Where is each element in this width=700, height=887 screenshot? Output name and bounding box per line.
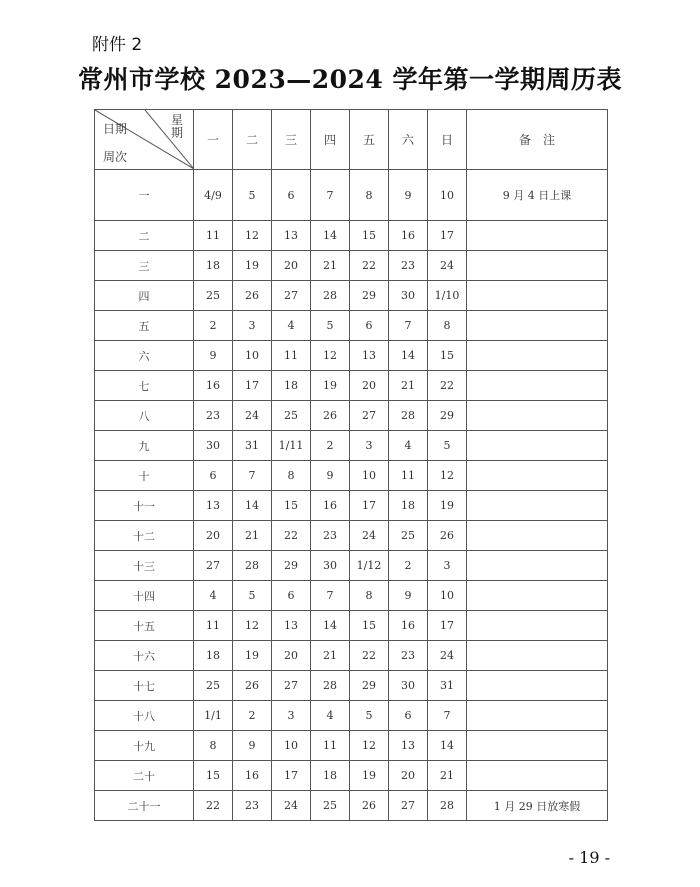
date-cell: 5: [233, 170, 272, 221]
date-cell: 13: [350, 341, 389, 371]
date-cell: 11: [194, 221, 233, 251]
date-cell: 20: [272, 641, 311, 671]
date-cell: 4: [389, 431, 428, 461]
date-cell: 24: [272, 791, 311, 821]
remark-cell: [467, 431, 608, 461]
date-cell: 5: [311, 311, 350, 341]
table-row: [95, 281, 608, 311]
date-cell: 19: [428, 491, 467, 521]
date-cell: 9: [389, 170, 428, 221]
remark-cell: [467, 581, 608, 611]
date-cell: 13: [272, 221, 311, 251]
week-number-cell: 四: [95, 281, 194, 311]
date-cell: 5: [233, 581, 272, 611]
date-cell: 16: [311, 491, 350, 521]
date-cell: 7: [311, 581, 350, 611]
date-cell: 23: [233, 791, 272, 821]
attachment-label: 附件 2: [92, 35, 143, 55]
week-number-cell: 七: [95, 371, 194, 401]
date-cell: 15: [194, 761, 233, 791]
date-cell: 27: [194, 551, 233, 581]
date-cell: 7: [233, 461, 272, 491]
date-cell: 25: [194, 281, 233, 311]
date-cell: 9: [233, 731, 272, 761]
table-row: [95, 611, 608, 641]
table-row: [95, 401, 608, 431]
date-cell: 17: [233, 371, 272, 401]
date-cell: 26: [311, 401, 350, 431]
week-calendar-table: [94, 109, 608, 821]
remark-cell: [467, 731, 608, 761]
date-cell: 13: [389, 731, 428, 761]
date-cell: 1/1: [194, 701, 233, 731]
date-cell: 29: [350, 281, 389, 311]
date-cell: 6: [194, 461, 233, 491]
date-cell: 3: [428, 551, 467, 581]
remark-cell: [467, 611, 608, 641]
date-cell: 5: [350, 701, 389, 731]
date-label: 日期: [103, 122, 128, 136]
table-row: [95, 251, 608, 281]
date-cell: 8: [272, 461, 311, 491]
date-cell: 18: [389, 491, 428, 521]
date-cell: 17: [272, 761, 311, 791]
date-cell: 16: [233, 761, 272, 791]
week-number-cell: 九: [95, 431, 194, 461]
date-cell: 19: [311, 371, 350, 401]
table-row: [95, 461, 608, 491]
date-cell: 14: [311, 611, 350, 641]
week-number-cell: 十一: [95, 491, 194, 521]
date-cell: 9: [389, 581, 428, 611]
week-number-cell: 八: [95, 401, 194, 431]
date-cell: 11: [311, 731, 350, 761]
date-cell: 14: [233, 491, 272, 521]
remark-cell: [467, 461, 608, 491]
date-cell: 4/9: [194, 170, 233, 221]
date-cell: 13: [272, 611, 311, 641]
date-cell: 10: [272, 731, 311, 761]
table-row: [95, 671, 608, 701]
remark-cell: [467, 701, 608, 731]
date-cell: 27: [272, 671, 311, 701]
date-cell: 22: [194, 791, 233, 821]
date-cell: 26: [233, 671, 272, 701]
date-cell: 29: [428, 401, 467, 431]
remark-cell: [467, 521, 608, 551]
date-cell: 6: [389, 701, 428, 731]
date-cell: 12: [350, 731, 389, 761]
date-cell: 7: [428, 701, 467, 731]
week-number-cell: 十四: [95, 581, 194, 611]
week-number-cell: 十三: [95, 551, 194, 581]
remark-cell: 1 月 29 日放寒假: [467, 791, 608, 821]
date-cell: 21: [428, 761, 467, 791]
date-cell: 8: [350, 170, 389, 221]
date-cell: 4: [311, 701, 350, 731]
date-cell: 12: [233, 611, 272, 641]
date-cell: 9: [311, 461, 350, 491]
remark-cell: [467, 671, 608, 701]
date-cell: 18: [194, 251, 233, 281]
date-cell: 17: [350, 491, 389, 521]
table-row: [95, 521, 608, 551]
date-cell: 14: [311, 221, 350, 251]
date-cell: 4: [272, 311, 311, 341]
remark-cell: [467, 251, 608, 281]
date-cell: 20: [389, 761, 428, 791]
date-cell: 26: [233, 281, 272, 311]
date-cell: 1/10: [428, 281, 467, 311]
date-cell: 22: [272, 521, 311, 551]
weekday-header: 四: [311, 110, 350, 170]
date-cell: 25: [272, 401, 311, 431]
page-title: 常州市学校 2023—2024 学年第一学期周历表: [77, 65, 623, 94]
date-cell: 25: [389, 521, 428, 551]
date-cell: 2: [389, 551, 428, 581]
week-number-cell: 六: [95, 341, 194, 371]
week-number-cell: 十: [95, 461, 194, 491]
date-cell: 3: [233, 311, 272, 341]
date-cell: 6: [272, 581, 311, 611]
date-cell: 19: [233, 251, 272, 281]
date-cell: 11: [272, 341, 311, 371]
table-row: [95, 371, 608, 401]
week-number-cell: 二十一: [95, 791, 194, 821]
remark-cell: [467, 371, 608, 401]
date-cell: 1/12: [350, 551, 389, 581]
remark-cell: 9 月 4 日上课: [467, 170, 608, 221]
corner-header-cell: [95, 110, 194, 170]
date-cell: 10: [233, 341, 272, 371]
date-cell: 17: [428, 611, 467, 641]
date-cell: 10: [428, 170, 467, 221]
weekday-header: 三: [272, 110, 311, 170]
remark-cell: [467, 221, 608, 251]
week-number-cell: 十七: [95, 671, 194, 701]
date-cell: 16: [389, 611, 428, 641]
date-cell: 24: [350, 521, 389, 551]
week-number-cell: 五: [95, 311, 194, 341]
remark-cell: [467, 401, 608, 431]
table-row: [95, 170, 608, 221]
date-cell: 30: [194, 431, 233, 461]
weekday-header: 一: [194, 110, 233, 170]
date-cell: 2: [311, 431, 350, 461]
date-cell: 16: [194, 371, 233, 401]
date-cell: 6: [272, 170, 311, 221]
week-number-cell: 十九: [95, 731, 194, 761]
date-cell: 29: [350, 671, 389, 701]
date-cell: 20: [272, 251, 311, 281]
date-cell: 20: [350, 371, 389, 401]
weekday-header: 二: [233, 110, 272, 170]
date-cell: 24: [428, 641, 467, 671]
date-cell: 20: [194, 521, 233, 551]
week-label: 周次: [103, 150, 128, 164]
date-cell: 15: [428, 341, 467, 371]
date-cell: 23: [194, 401, 233, 431]
date-cell: 26: [350, 791, 389, 821]
date-cell: 30: [389, 281, 428, 311]
date-cell: 1/11: [272, 431, 311, 461]
date-cell: 21: [311, 251, 350, 281]
header-row: [95, 110, 608, 170]
week-number-cell: 十六: [95, 641, 194, 671]
date-cell: 3: [350, 431, 389, 461]
weekday-header: 六: [389, 110, 428, 170]
date-cell: 27: [272, 281, 311, 311]
remark-cell: [467, 491, 608, 521]
remark-cell: [467, 281, 608, 311]
date-cell: 7: [311, 170, 350, 221]
date-cell: 19: [350, 761, 389, 791]
date-cell: 22: [350, 251, 389, 281]
date-cell: 28: [311, 281, 350, 311]
weekday-label: 星 期: [171, 113, 184, 140]
week-number-cell: 十二: [95, 521, 194, 551]
table-row: [95, 551, 608, 581]
date-cell: 12: [428, 461, 467, 491]
date-cell: 16: [389, 221, 428, 251]
date-cell: 18: [311, 761, 350, 791]
date-cell: 30: [311, 551, 350, 581]
page-number: - 19 -: [568, 848, 610, 867]
date-cell: 10: [350, 461, 389, 491]
date-cell: 12: [233, 221, 272, 251]
table-row: [95, 761, 608, 791]
date-cell: 10: [428, 581, 467, 611]
date-cell: 31: [233, 431, 272, 461]
calendar-body: [95, 170, 608, 821]
date-cell: 5: [428, 431, 467, 461]
date-cell: 22: [350, 641, 389, 671]
date-cell: 13: [194, 491, 233, 521]
table-row: [95, 341, 608, 371]
date-cell: 22: [428, 371, 467, 401]
weekday-header: 日: [428, 110, 467, 170]
week-number-cell: 一: [95, 170, 194, 221]
date-cell: 4: [194, 581, 233, 611]
date-cell: 12: [311, 341, 350, 371]
date-cell: 6: [350, 311, 389, 341]
remarks-header: 备 注: [467, 110, 608, 170]
week-number-cell: 三: [95, 251, 194, 281]
date-cell: 8: [428, 311, 467, 341]
date-cell: 15: [350, 221, 389, 251]
table-row: [95, 731, 608, 761]
date-cell: 19: [233, 641, 272, 671]
date-cell: 18: [272, 371, 311, 401]
date-cell: 8: [194, 731, 233, 761]
table-row: [95, 701, 608, 731]
date-cell: 14: [389, 341, 428, 371]
remark-cell: [467, 341, 608, 371]
date-cell: 14: [428, 731, 467, 761]
date-cell: 27: [350, 401, 389, 431]
table-row: [95, 491, 608, 521]
week-number-cell: 二: [95, 221, 194, 251]
date-cell: 24: [233, 401, 272, 431]
table-row: [95, 581, 608, 611]
table-row: [95, 221, 608, 251]
date-cell: 25: [311, 791, 350, 821]
date-cell: 26: [428, 521, 467, 551]
date-cell: 21: [311, 641, 350, 671]
remark-cell: [467, 641, 608, 671]
date-cell: 2: [194, 311, 233, 341]
table-row: [95, 791, 608, 821]
date-cell: 11: [194, 611, 233, 641]
remark-cell: [467, 761, 608, 791]
week-number-cell: 十五: [95, 611, 194, 641]
date-cell: 8: [350, 581, 389, 611]
date-cell: 9: [194, 341, 233, 371]
date-cell: 15: [272, 491, 311, 521]
date-cell: 28: [311, 671, 350, 701]
remark-cell: [467, 311, 608, 341]
date-cell: 17: [428, 221, 467, 251]
date-cell: 25: [194, 671, 233, 701]
date-cell: 29: [272, 551, 311, 581]
date-cell: 23: [389, 251, 428, 281]
date-cell: 30: [389, 671, 428, 701]
weekday-header: 五: [350, 110, 389, 170]
remark-cell: [467, 551, 608, 581]
date-cell: 23: [311, 521, 350, 551]
date-cell: 15: [350, 611, 389, 641]
date-cell: 18: [194, 641, 233, 671]
date-cell: 7: [389, 311, 428, 341]
date-cell: 11: [389, 461, 428, 491]
date-cell: 3: [272, 701, 311, 731]
date-cell: 24: [428, 251, 467, 281]
table-row: [95, 641, 608, 671]
date-cell: 28: [428, 791, 467, 821]
date-cell: 2: [233, 701, 272, 731]
table-row: [95, 431, 608, 461]
date-cell: 21: [389, 371, 428, 401]
week-number-cell: 二十: [95, 761, 194, 791]
table-row: [95, 311, 608, 341]
date-cell: 27: [389, 791, 428, 821]
date-cell: 31: [428, 671, 467, 701]
date-cell: 28: [233, 551, 272, 581]
week-number-cell: 十八: [95, 701, 194, 731]
date-cell: 28: [389, 401, 428, 431]
date-cell: 21: [233, 521, 272, 551]
date-cell: 23: [389, 641, 428, 671]
